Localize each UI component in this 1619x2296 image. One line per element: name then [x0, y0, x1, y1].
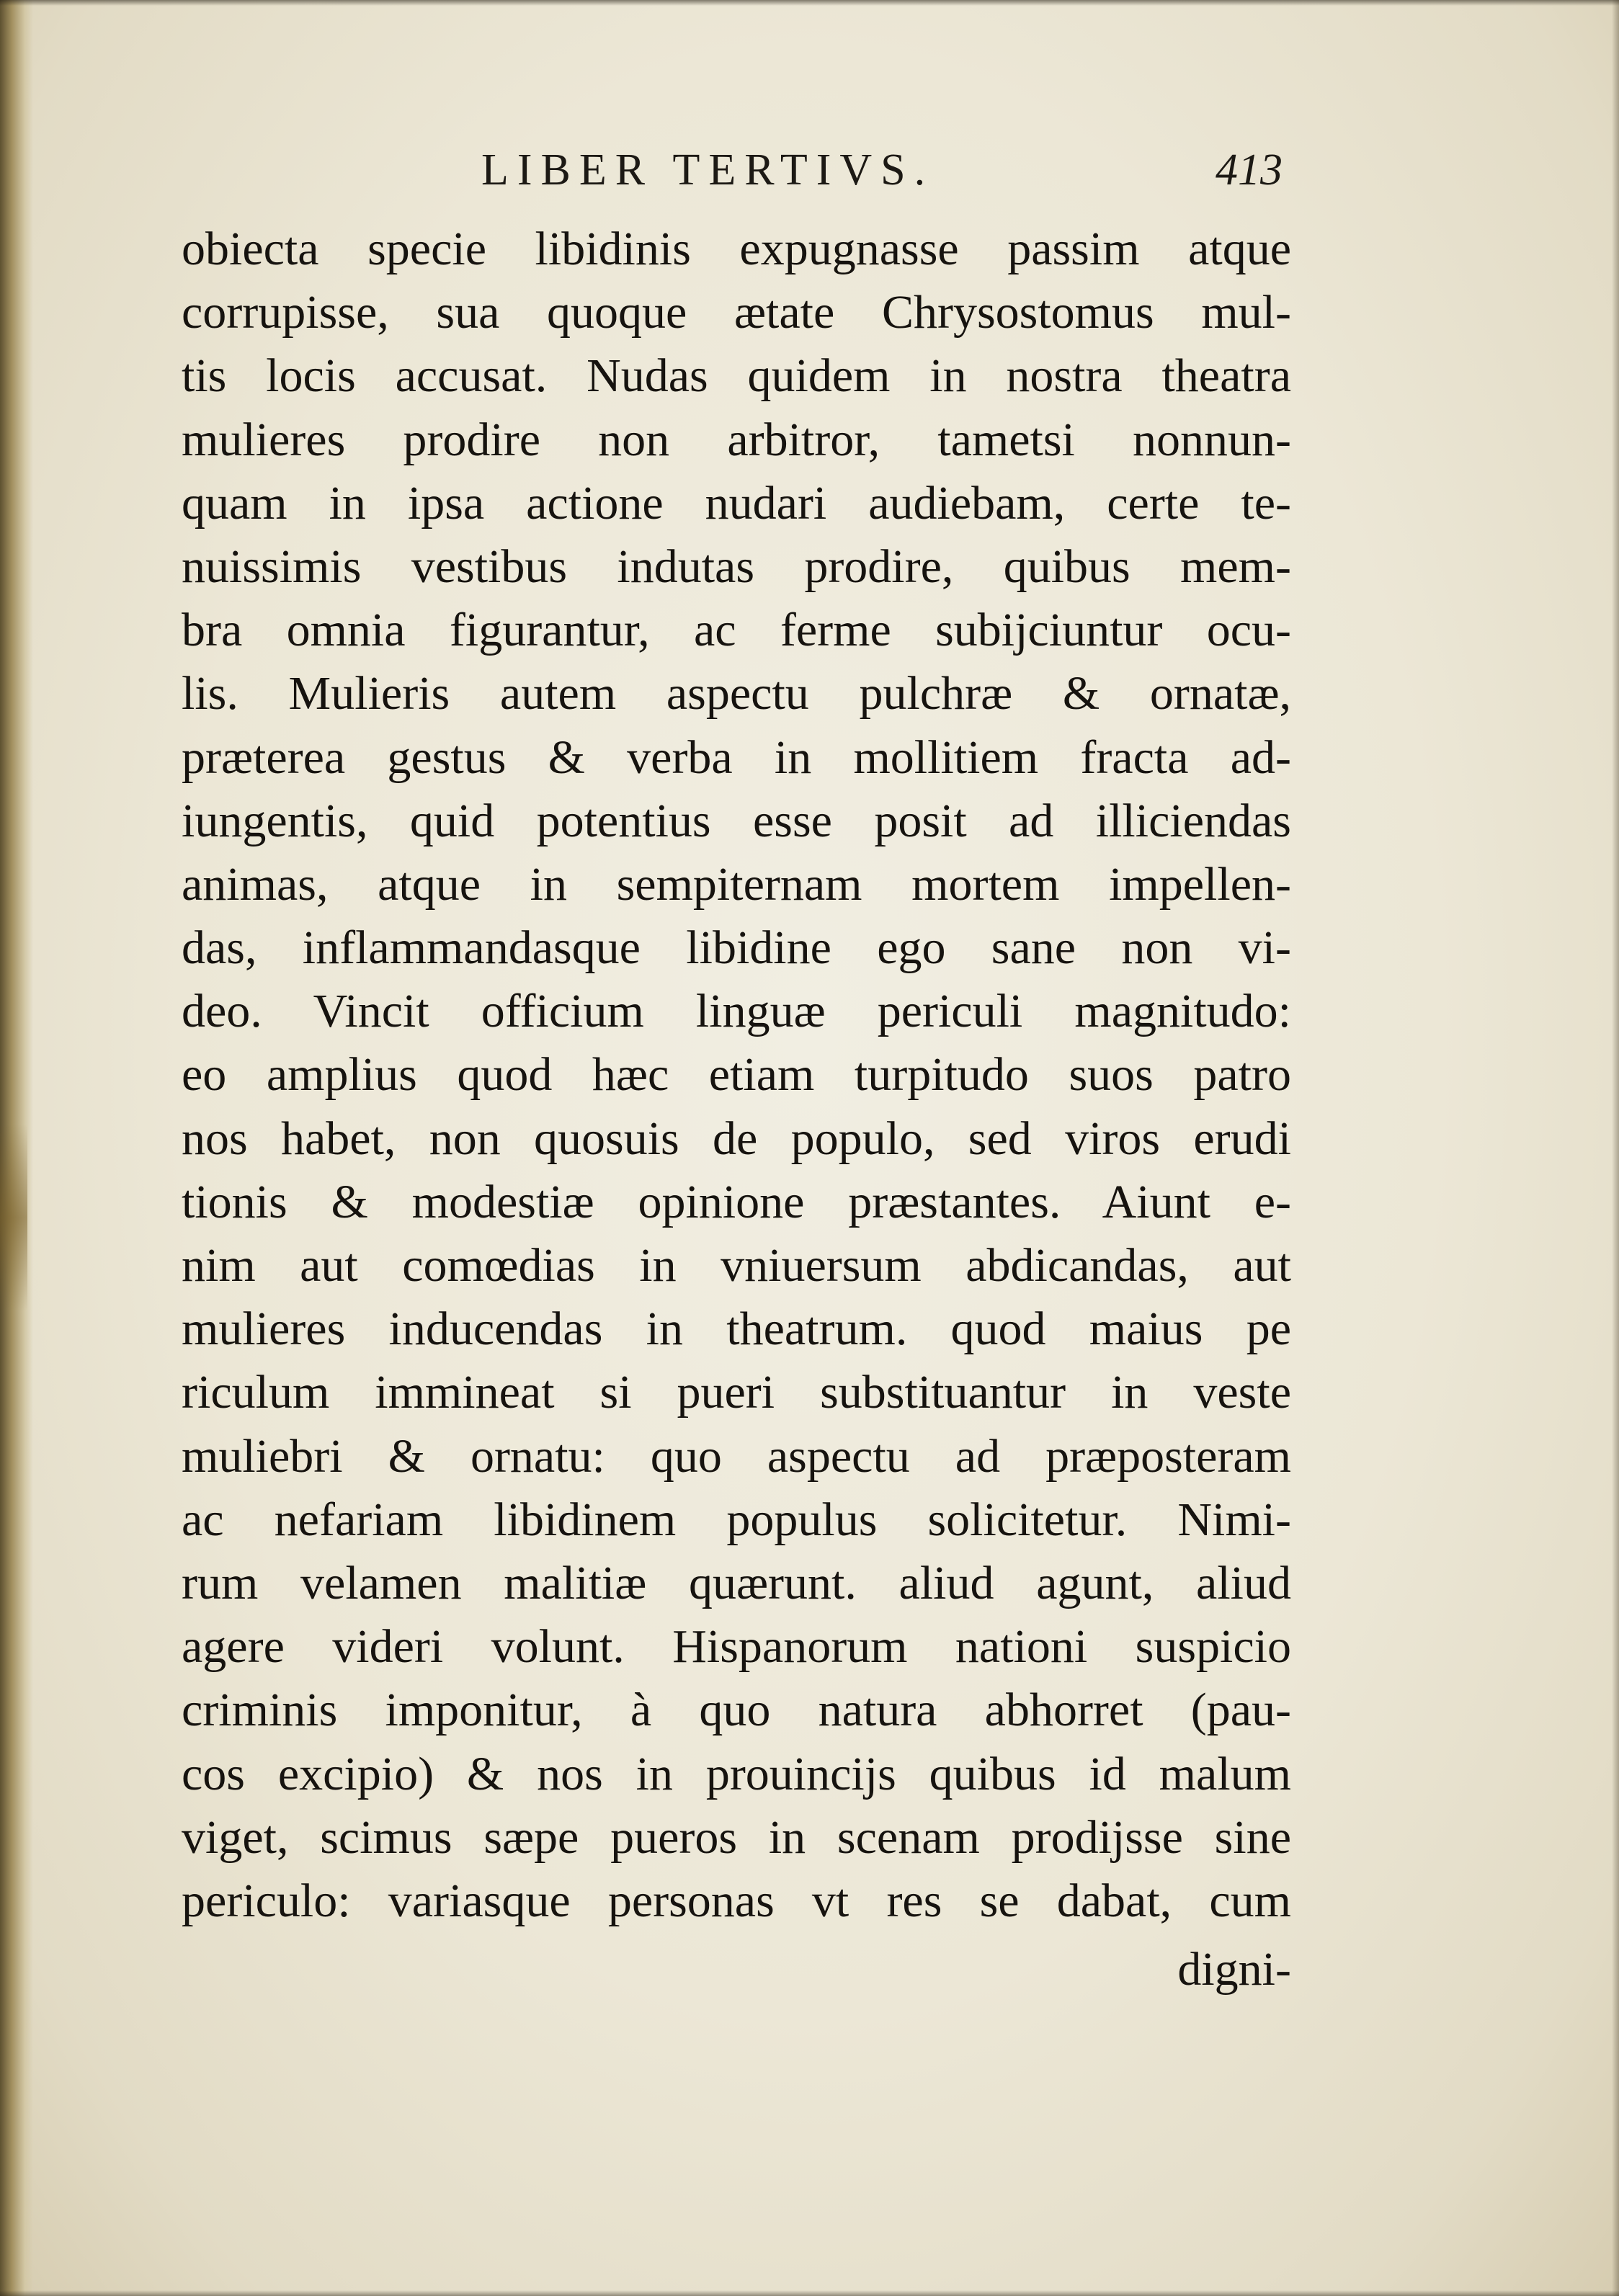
running-title: LIBER TERTIVS. [481, 146, 935, 195]
text-line: cos excipio) & nos in prouincijs quibus id malum [182, 1747, 1291, 1800]
text-line: nuissimis vestibus indutas prodire, quibus mem- [182, 540, 1291, 593]
text-line: tionis & modestiæ opinione præstantes. Aiunt e- [182, 1175, 1291, 1228]
text-line: mulieres prodire non arbitror, tametsi nonnun- [182, 413, 1291, 466]
page-bottom-edge [0, 2290, 1619, 2296]
text-line: rum velamen malitiæ quærunt. aliud agunt, aliud [182, 1556, 1291, 1609]
text-line: criminis imponitur, à quo natura abhorret (pau- [182, 1684, 1291, 1737]
page-number: 413 [1216, 146, 1283, 195]
text-line: mulieres inducendas in theatrum. quod maius pe [182, 1303, 1291, 1356]
text-line: iungentis, quid potentius esse posit ad illiciendas [182, 794, 1291, 847]
running-head [317, 141, 1283, 199]
text-block [182, 218, 1291, 1933]
page-right-edge [1612, 0, 1619, 2296]
text-line: eo amplius quod hæc etiam turpitudo suos patro [182, 1048, 1291, 1102]
text-line: tis locis accusat. Nudas quidem in nostra theatra [182, 349, 1291, 403]
text-line: nos habet, non quosuis de populo, sed viros erudi [182, 1112, 1291, 1165]
text-line: animas, atque in sempiternam mortem impellen- [182, 857, 1291, 911]
text-line: deo. Vincit officium linguæ periculi magnitudo: [182, 985, 1291, 1038]
text-line: obiecta specie libidinis expugnasse passim atque [182, 223, 1291, 275]
text-line: viget, scimus sæpe pueros in scenam prodijsse sine [182, 1810, 1291, 1864]
text-line: muliebri & ornatu: quo aspectu ad præposteram [182, 1429, 1291, 1483]
text-line: ac nefariam libidinem populus solicitetur. Nimi- [182, 1493, 1291, 1546]
text-line: quam in ipsa actione nudari audiebam, certe te- [182, 476, 1291, 530]
text-line: das, inflammandasque libidine ego sane non vi- [182, 921, 1291, 975]
text-line: corrupisse, sua quoque ætate Chrysostomus mul- [182, 286, 1291, 339]
text-line: agere videri volunt. Hispanorum nationi suspicio [182, 1620, 1291, 1674]
text-line: riculum immineat si pueri substituantur in veste [182, 1366, 1291, 1419]
catchword: digni- [1177, 1943, 1291, 1996]
text-line: periculo: variasque personas vt res se dabat, cum [182, 1874, 1291, 1927]
gutter-stain [0, 1124, 27, 1311]
text-line: præterea gestus & verba in mollitiem fracta ad- [182, 731, 1291, 784]
text-line: nim aut comœdias in vniuersum abdicandas, aut [182, 1239, 1291, 1292]
text-line: lis. Mulieris autem aspectu pulchræ & ornatæ, [182, 667, 1291, 720]
text-line: bra omnia figurantur, ac ferme subijciuntur ocu- [182, 604, 1291, 657]
page-top-edge [0, 0, 1619, 6]
